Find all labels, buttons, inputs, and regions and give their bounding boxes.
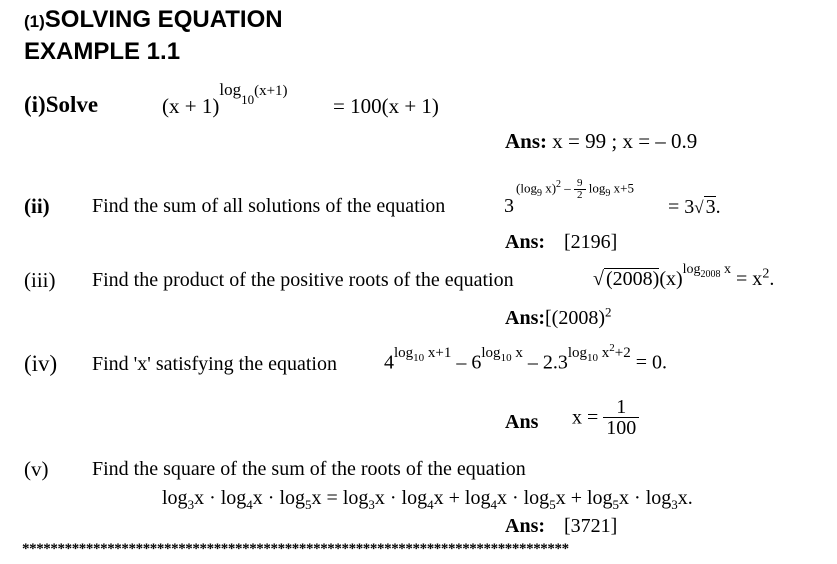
log-term: $\log_3x$ <box>342 487 385 512</box>
answer-value: x = 99 ; x = – 0.9 <box>552 129 698 153</box>
log-term: $\log_3x$ <box>162 487 205 512</box>
section-number: (1) <box>24 12 45 31</box>
equation: √ $(2008)(x)^{log_{2008} x} = x^2$. <box>593 262 775 290</box>
answer-label: Ans: <box>505 515 546 537</box>
equation: $4^{log_{10} x+1} - 6^{log_{10} x} - 2.3^{log_{10} x^2+2} = 0$. <box>384 342 667 374</box>
log-term: $\log_3x$. <box>645 487 693 512</box>
answer-label: Ans: <box>505 307 546 329</box>
answer-label: Ans: <box>505 129 548 153</box>
answer-label: Ans <box>505 411 539 433</box>
operator: · <box>506 487 524 509</box>
problem-text: Find the square of the sum of the roots of the equation <box>92 458 526 480</box>
log-term: $\log_5x$ <box>586 487 630 512</box>
problem-label: (i)Solve <box>24 92 99 117</box>
answer-value: [2196] <box>564 231 618 253</box>
answer <box>505 232 617 252</box>
log-term: $\log_4x$ <box>401 487 444 512</box>
equation <box>162 487 693 512</box>
operator: + <box>565 487 587 509</box>
problem-text: Find 'x' satisfying the equation <box>92 353 337 375</box>
separator-stars: ***************************************************************************** <box>22 541 569 557</box>
operator: · <box>384 487 402 509</box>
operator: · <box>629 487 646 509</box>
operator: = <box>321 487 343 509</box>
answer: $Ans:[(2008)^2$ <box>505 304 612 329</box>
problem-label: (ii) <box>24 194 50 218</box>
operator: + <box>443 487 465 509</box>
problem-text: Find the product of the positive roots of the equation <box>92 269 514 291</box>
answer-value: x = $\frac{1}{100}$ <box>572 397 639 438</box>
answer-value: [(2008) <box>545 307 605 329</box>
equation-rhs: = 3√ 3. <box>668 196 721 218</box>
example-heading: EXAMPLE 1.1 <box>24 38 181 65</box>
answer-value: [3721] <box>564 515 618 537</box>
problem-label: (iv) <box>24 351 58 376</box>
log-term: $\log_5x$ <box>523 487 566 512</box>
log-term: $\log_5x$ <box>279 487 322 512</box>
equation-base: 3 <box>504 195 514 217</box>
problem-label: (iii) <box>24 268 56 292</box>
answer <box>505 131 697 152</box>
answer <box>505 516 617 536</box>
equation: $(x + 1)^{log_{10}(x+1)}$ <box>162 80 288 118</box>
section-title-text: SOLVING EQUATION <box>44 6 283 33</box>
problem-label: (v) <box>24 457 49 481</box>
operator: · <box>204 487 221 509</box>
equation-exponent: ($\log_9$ x)$^2$ – $\frac{9}{2}$ $\log_9 x+5$ <box>516 177 635 201</box>
equation-rhs: = 100(x + 1) <box>333 94 439 118</box>
problem-text: Find the sum of all solutions of the equation <box>92 195 446 217</box>
log-term: $\log_4x$ <box>464 487 507 512</box>
answer-label: Ans: <box>505 231 546 253</box>
section-title <box>24 8 283 32</box>
operator: · <box>262 487 280 509</box>
log-term: $\log_4x$ <box>220 487 263 512</box>
